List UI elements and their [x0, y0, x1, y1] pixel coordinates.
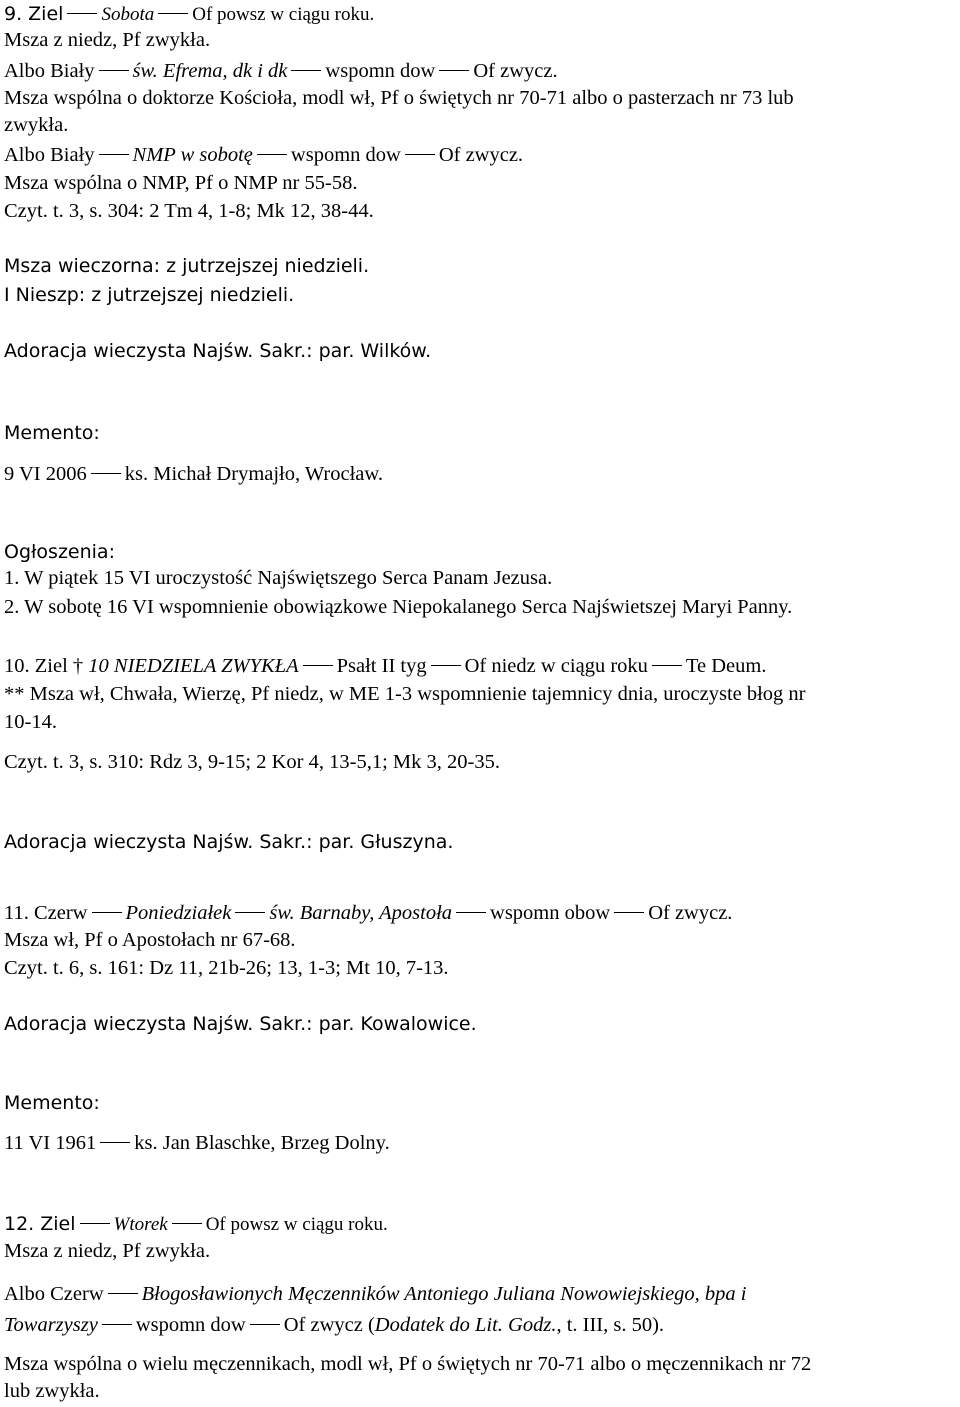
- saint-name: św. Efrema, dk i dk: [132, 60, 288, 82]
- source-ref: , t. III, s. 50).: [556, 1314, 665, 1336]
- rank: wspomn obow: [490, 902, 611, 924]
- announcement-item: 2. W sobotę 16 VI wspomnienie obowiązkowe Niepokalanego Serca Najświetszej Maryi Panny.: [4, 596, 793, 618]
- entry-11-header: [4, 900, 732, 926]
- dash-separator: [80, 1223, 110, 1224]
- adoration-line: Adoracja wieczysta Najśw. Sakr.: par. Głuszyna.: [4, 831, 454, 853]
- psalter: Psałt II tyg: [336, 655, 427, 677]
- mass-line: Msza wspólna o doktorze Kościoła, modl wł, Pf o świętych nr 70-71 albo o pasterzach nr 73 lub: [4, 87, 794, 109]
- saint-name-cont: Towarzyszy: [4, 1314, 98, 1336]
- dash-separator: [303, 665, 333, 666]
- mass-line-cont: 10-14.: [4, 711, 57, 733]
- source-title: Dodatek do Lit. Godz.: [374, 1314, 557, 1336]
- alternative-line: [4, 1281, 747, 1307]
- entry-12-header: [4, 1211, 388, 1238]
- memento-person: ks. Jan Blaschke, Brzeg Dolny.: [134, 1132, 390, 1154]
- alt-color: Albo Biały: [4, 60, 95, 82]
- mass-line-cont: lub zwykła.: [4, 1380, 100, 1402]
- office: Of zwycz.: [473, 60, 558, 82]
- memorial-name: NMP w sobotę: [132, 144, 253, 166]
- weekday: Wtorek: [113, 1214, 168, 1235]
- dash-separator: [91, 473, 121, 474]
- mass-line: Msza wł, Pf o Apostołach nr 67-68.: [4, 929, 296, 951]
- dash-separator: [456, 912, 486, 913]
- rank: wspomn dow: [325, 60, 436, 82]
- dash-separator: [100, 1142, 130, 1143]
- dash-separator: [99, 154, 129, 155]
- alternative-line: [4, 142, 523, 168]
- dash-separator: [431, 665, 461, 666]
- memento-date: 9 VI 2006: [4, 463, 87, 485]
- mass-line: ** Msza wł, Chwała, Wierzę, Pf niedz, w ME 1-3 wspomnienie tajemnicy dnia, uroczyste błog nr: [4, 683, 806, 705]
- office: Of niedz w ciągu roku: [464, 655, 648, 677]
- dash-separator: [257, 154, 287, 155]
- adoration-line: Adoracja wieczysta Najśw. Sakr.: par. Wilków.: [4, 340, 432, 362]
- day-label: 9. Ziel: [4, 3, 64, 25]
- dash-separator: [235, 912, 265, 913]
- memento-entry: [4, 461, 383, 487]
- vespers-line: I Nieszp: z jutrzejszej niedzieli.: [4, 284, 295, 306]
- dash-separator: [67, 13, 97, 14]
- weekday: Sobota: [101, 4, 155, 25]
- office: Of zwycz.: [648, 902, 733, 924]
- dash-separator: [439, 70, 469, 71]
- dash-separator: [172, 1223, 202, 1224]
- readings-line: Czyt. t. 6, s. 161: Dz 11, 21b-26; 13, 1-3; Mt 10, 7-13.: [4, 957, 449, 979]
- dash-separator: [405, 154, 435, 155]
- evening-mass-line: Msza wieczorna: z jutrzejszej niedzieli.: [4, 255, 370, 277]
- dash-separator: [291, 70, 321, 71]
- te-deum: Te Deum.: [685, 655, 767, 677]
- sunday-name: 10 NIEDZIELA ZWYKŁA: [88, 655, 299, 677]
- mass-line: Msza z niedz, Pf zwykła.: [4, 29, 211, 51]
- dash-separator: [614, 912, 644, 913]
- office: Of powsz w ciągu roku.: [192, 4, 375, 25]
- dash-separator: [99, 70, 129, 71]
- mass-line: Msza z niedz, Pf zwykła.: [4, 1240, 211, 1262]
- memento-label: Memento:: [4, 1092, 100, 1114]
- rank: wspomn dow: [135, 1314, 246, 1336]
- saint-name: św. Barnaby, Apostoła: [269, 902, 453, 924]
- dash-separator: [250, 1324, 280, 1325]
- adoration-line: Adoracja wieczysta Najśw. Sakr.: par. Kowalowice.: [4, 1013, 477, 1035]
- day-label: 11. Czerw: [4, 902, 88, 924]
- day-label: 12. Ziel: [4, 1213, 76, 1235]
- announcements-title: Ogłoszenia:: [4, 541, 115, 563]
- announcement-item: 1. W piątek 15 VI uroczystość Najświętszego Serca Panam Jezusa.: [4, 567, 553, 589]
- entry-9-header: [4, 1, 374, 28]
- alt-color: Albo Czerw: [4, 1283, 104, 1305]
- memento-date: 11 VI 1961: [4, 1132, 97, 1154]
- mass-line-cont: zwykła.: [4, 114, 69, 136]
- readings-line: Czyt. t. 3, s. 304: 2 Tm 4, 1-8; Mk 12, 38-44.: [4, 200, 374, 222]
- office: Of zwycz.: [438, 144, 524, 166]
- memento-entry: [4, 1130, 390, 1156]
- readings-line: Czyt. t. 3, s. 310: Rdz 3, 9-15; 2 Kor 4, 13-5,1; Mk 3, 20-35.: [4, 751, 500, 773]
- alt-color: Albo Biały: [4, 144, 95, 166]
- memento-label: Memento:: [4, 422, 100, 444]
- alternative-line-cont: [4, 1312, 664, 1338]
- dash-separator: [108, 1293, 138, 1294]
- dash-separator: [102, 1324, 132, 1325]
- mass-line: Msza wspólna o wielu męczennikach, modl wł, Pf o świętych nr 70-71 albo o męczennikach nr 72: [4, 1353, 812, 1375]
- dash-separator: [92, 912, 122, 913]
- day-label: 10. Ziel †: [4, 655, 84, 677]
- dash-separator: [652, 665, 682, 666]
- alternative-line: [4, 58, 558, 84]
- office: Of zwycz (: [283, 1314, 375, 1336]
- weekday: Poniedziałek: [125, 902, 232, 924]
- rank: wspomn dow: [290, 144, 401, 166]
- office: Of powsz w ciągu roku.: [205, 1214, 388, 1235]
- mass-line: Msza wspólna o NMP, Pf o NMP nr 55-58.: [4, 172, 358, 194]
- entry-10-header: [4, 653, 766, 679]
- memento-person: ks. Michał Drymajło, Wrocław.: [124, 463, 383, 485]
- dash-separator: [158, 13, 188, 14]
- saint-name: Błogosławionych Męczenników Antoniego Juliana Nowowiejskiego, bpa i: [141, 1283, 747, 1305]
